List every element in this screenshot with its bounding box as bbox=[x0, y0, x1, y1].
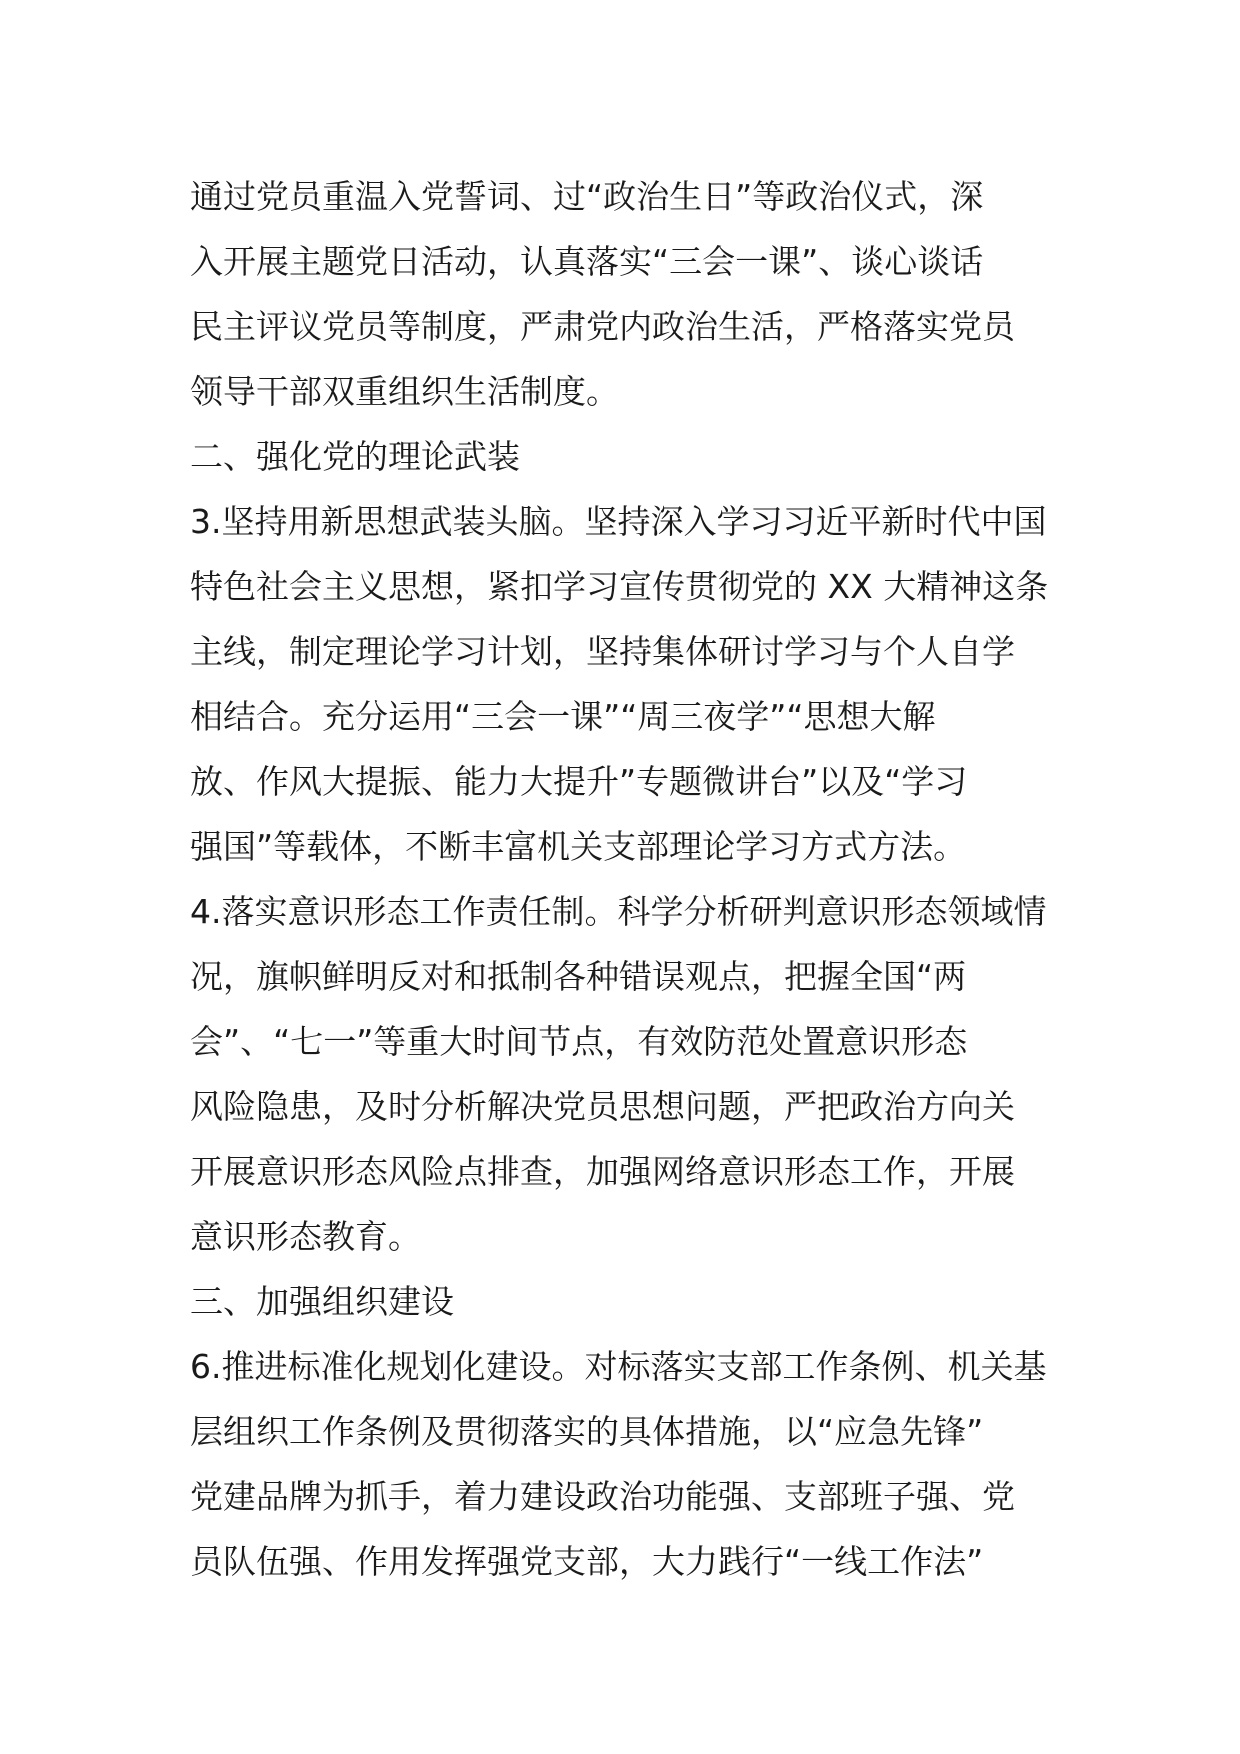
text-line: 4.落实意识形态工作责任制。科学分析研判意识形态领域情 bbox=[190, 892, 1047, 931]
text-line: 强国”等载体，不断丰富机关支部理论学习方式方法。 bbox=[190, 827, 967, 866]
text-line: 开展意识形态风险点排查，加强网络意识形态工作，开展 bbox=[190, 1152, 1015, 1191]
text-line: 特色社会主义思想，紧扣学习宣传贯彻党的 XX 大精神这条 bbox=[190, 567, 1049, 606]
text-line: 党建品牌为抓手，着力建设政治功能强、支部班子强、党 bbox=[190, 1477, 1015, 1516]
text-line: 主线，制定理论学习计划，坚持集体研讨学习与个人自学 bbox=[190, 632, 1015, 671]
text-line: 通过党员重温入党誓词、过“政治生日”等政治仪式，深 bbox=[190, 177, 984, 216]
text-line: 员队伍强、作用发挥强党支部，大力践行“一线工作法” bbox=[190, 1542, 984, 1581]
text-line: 3.坚持用新思想武装头脑。坚持深入学习习近平新时代中国 bbox=[190, 502, 1047, 541]
text-line: 层组织工作条例及贯彻落实的具体措施，以“应急先锋” bbox=[190, 1412, 984, 1451]
text-line: 民主评议党员等制度，严肃党内政治生活，严格落实党员 bbox=[190, 307, 1015, 346]
text-line: 入开展主题党日活动，认真落实“三会一课”、谈心谈话 bbox=[190, 242, 984, 281]
body-text bbox=[190, 164, 1070, 1594]
text-line: 相结合。充分运用“三会一课”“周三夜学”“思想大解 bbox=[190, 697, 936, 736]
section-heading: 三、加强组织建设 bbox=[190, 1282, 454, 1321]
text-line: 放、作风大提振、能力大提升”专题微讲台”以及“学习 bbox=[190, 762, 968, 801]
text-line: 会”、“七一”等重大时间节点，有效防范处置意识形态 bbox=[190, 1022, 968, 1061]
text-line: 意识形态教育。 bbox=[190, 1217, 421, 1256]
text-line: 况，旗帜鲜明反对和抵制各种错误观点，把握全国“两 bbox=[190, 957, 967, 996]
text-line: 领导干部双重组织生活制度。 bbox=[190, 372, 619, 411]
section-heading: 二、强化党的理论武装 bbox=[190, 437, 520, 476]
text-line: 6.推进标准化规划化建设。对标落实支部工作条例、机关基 bbox=[190, 1347, 1047, 1386]
text-line: 风险隐患，及时分析解决党员思想问题，严把政治方向关 bbox=[190, 1087, 1015, 1126]
